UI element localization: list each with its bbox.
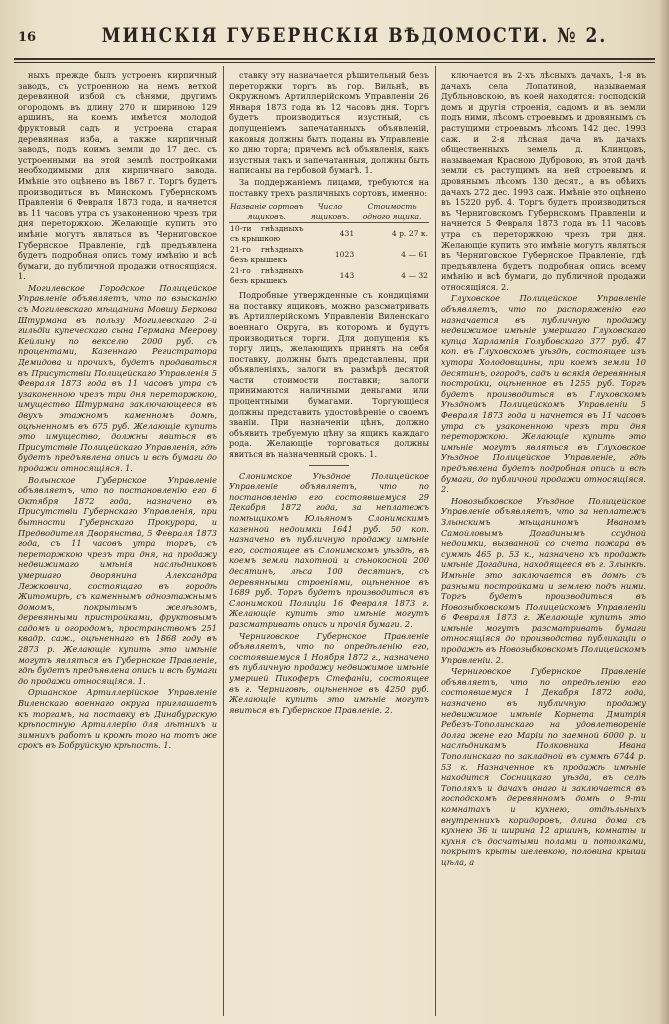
table-cell: 21-го гнѣздныхъ безъ крышекъ [230,245,304,264]
announcement-paragraph: Волынское Губернское Управленіе объявляетъ, что по постановленію его 6 Октября 1872 года, назначено въ Присутствіи Губернскаго Управленія, при бытности Губернскаго Прокурора, и Предводителя Дворянства, 5 Февраля 1873 года, съ 11 часовъ утра торгъ, съ переторжкою чрезъ три дня, на продажу недвижимаго имѣнія наслѣдниковъ умершаго дворянина Александра Лежковича, состоящаго въ городѣ Житомирѣ, съ каменнымъ одноэтажнымъ домомъ, покрытымъ желѣзомъ, деревянными пристройками, фруктовымъ садомъ и огородомъ, пространствомъ 251 квадр. саж., оцѣненнаго въ 1868 году въ 2873 р. Желающіе купить это имѣніе могутъ являться въ Губернское Правленіе, гдѣ будетъ предъявлена опись и всѣ бумаги до продажи относящіяся. 1. [18,474,217,686]
table-row [229,244,429,265]
column-divider [435,66,436,1016]
table-cell: 4 р. 27 к. [391,228,428,238]
column-2 [229,70,429,1018]
header-rule-thick [14,58,655,60]
newspaper-title: МИНСКІЯ ГУБЕРНСКІЯ ВѢДОМОСТИ. № 2. [101,24,608,48]
announcement-paragraph: Могилевское Городское Полицейское Управленіе объявляетъ, что по взысканію съ Могилевскаго мѣщанина Мовшу Беркова Штурмана въ пользу Могилевскаго 2-й гильдіи купеческаго сына Германа Меерову Кейлину по векселю 2000 руб. съ процентами, Казеннаго Регистратора Демидова и прочихъ, будетъ продаваться въ Присутствіи Полицейскаго Управленія 5 Февраля 1873 года въ 11 часовъ утра съ узаконенною чрезъ три дня переторжкою, имущество Штурмана заключающееся въ двухъ этажномъ каменномъ домѣ, оцѣненномъ въ 675 руб. Желающіе купить это имущество, должны явиться въ Присутствіе Полицейскаго Управленія, гдѣ будетъ предъявлена опись и всѣ бумаги до продажи относящіяся. 1. [18,282,217,473]
text-paragraph: ныхъ прежде былъ устроенъ кирпичный заводъ, съ устроенною на немъ ветхой деревянной избой съ сѣнями, другимъ огородомъ въ длину 270 и шириною 129 аршинъ, на коемъ имѣется молодой фруктовый садъ и устроена старая деревянная изба, а также кирпичный заводъ, подъ коимъ земли до 17 дес. съ устроенными на этой землѣ постройками необходимыми для кирпичнаго завода. Имѣніе это оцѣнено въ 1867 г. Торгъ будетъ производиться въ Минскомъ Губернскомъ Правленіи 6 Февраля 1873 года, и начнется въ 11 часовъ утра съ узаконенною чрезъ три дня переторжкою. Желающіе купить это имѣніе могутъ являться въ Черниговское Губернское Правленіе, гдѣ предъявлена будетъ подробная опись тому имѣнію и всѣ бумаги, до публичной продажи относящіяся. 1. [18,70,217,282]
table-cell: 431 [339,228,355,238]
table-cell: 1023 [334,249,355,259]
column-1 [18,70,217,1018]
text-paragraph: За поддержаніемъ лицами, требуются на поставку трехъ различныхъ сортовъ, именно: [229,176,429,198]
price-table [229,201,429,286]
text-paragraph: Подробные утвержденные съ кондиціями на поставку ящиковъ, можно разсматривать въ Артиллерійскомъ Управленіи Виленскаго военнаго Округа, въ которомъ и будутъ производиться торги. Для допущенія къ торгу лицъ, желающихъ принять на себя поставку, должны быть представлены, при объявленіяхъ, залоги въ размѣрѣ десятой части стоимости поставки; залоги принимаются наличными деньгами или процентными бумагами. Торгующіеся должны представить удостовѣреніе о своемъ званіи. При назначеніи цѣнъ, должно объявить требуемую цѣну за ящикъ каждаго рода. Желающіе торговаться должны явиться въ назначенный срокъ. 1. [229,290,429,460]
table-cell: 143 [339,270,355,280]
announcement-paragraph: Черниговское Губернское Правленіе объявляетъ, что по опредѣленію его, состоявшемуся 1 Ноября 1872 г., назначено въ публичную продажу недвижимое имѣніе умершей Пикоферъ Стефаніи, состоящее въ г. Черниговѣ, оцѣненное въ 4250 руб. Желающіе купить это имѣніе могутъ явиться въ Губернское Правленіе. 2. [229,630,429,715]
column-divider [223,66,224,1016]
table-header-cell: Названіе сортовъ ящиковъ. [230,202,304,221]
section-separator [309,465,349,466]
column-3 [441,70,646,1018]
announcement-paragraph: Оршанское Артиллерійское Управленіе Виленскаго военнаго округа приглашаетъ къ торгамъ, на поставку въ Динабургскую крѣпостную Артиллерію для лѣтнихъ и зимнихъ работъ и кромѣ того на тотъ же срокъ въ Бобруйскую крѣпость. 1. [18,687,217,751]
table-cell: 21-го гнѣздныхъ безъ крышекъ [230,266,304,285]
text-paragraph: ставку эту назначается рѣшительный безъ переторжки торгъ въ гор. Вильнѣ, въ Окружномъ Артиллерійскомъ Управленіи 26 Января 1873 года въ 12 часовъ дня. Торгъ будетъ производиться изустный, съ допущеніемъ запечатанныхъ объявленій, каковыя должны быть поданы въ Управленіе ко дню торга; причемъ всѣ объявленія, какъ изустныя такъ и запечатанныя, должны быть написаны на гербовой бумагѣ. 1. [229,70,429,176]
table-row [229,223,429,245]
text-paragraph: ключается въ 2-хъ лѣсныхъ дачахъ, 1-я въ дачахъ села Лопатиной, называемая Дубльновскою, въ коей находятся: господскій домъ и другія строенія, садомъ и въ земли подъ ними, лѣсомъ строевымъ и дровянымъ съ растущими строевымъ лѣсомъ 142 дес. 1993 саж. и 2-я лѣсная дача въ дачахъ общественныхъ земель д. Клинцовъ, называемая Красною Дубровою, въ этой дачѣ земли съ растущимъ на ней строевымъ и дровянымъ лѣсомъ 130 десят., а въ обѣихъ дачахъ 272 дес. 1993 саж. Имѣніе это оцѣнено въ 15220 руб. 4. Торгъ будетъ производиться въ Черниговскомъ Губернскомъ Правленіи и начнется 5 Февраля 1873 года въ 11 часовъ утра съ переторжкою чрезъ три дня. Желающіе купить это имѣніе могутъ являться въ Черниговское Губернское Правленіе, гдѣ предъявлена будетъ подробная опись всему имѣнію и всѣ бумаги, до публичной продажи относящіяся. 2. [441,70,646,292]
announcement-paragraph: Новозыбковское Уѣздное Полицейское Управленіе объявляетъ, что за неплатежъ Злынскимъ мѣщаниномъ Иваномъ Самойловымъ Догадинымъ ссудной недоимки, вызванной со счета пожара въ суммѣ 465 р. 53 к., назначено къ продажѣ имѣніе Догадина, находящееся въ г. Злынкѣ. Имѣніе это заключается въ домѣ съ разными постройками и землею подъ ними. Торгъ будетъ производиться въ Новозыбковскомъ Полицейскомъ Управленіи 6 Февраля 1873 г. Желающіе купить это имѣніе могутъ разсматривать бумаги относящіяся до производства публикаціи о продажѣ въ Новозыбковскомъ Полицейскомъ Управленіи. 2. [441,495,646,665]
table-row [229,265,429,286]
page-header [18,26,651,52]
page-edge-shadow [659,0,669,1024]
page-number: 16 [18,30,37,45]
announcement-paragraph: Слонимское Уѣздное Полицейское Управленіе объявляетъ, что по постановленію его состоявшемуся 29 Декабря 1872 года, за неплатежъ помѣщикомъ Юльяномъ Слонимскимъ казенной недоимки 1641 руб. 50 коп. назначено въ публичную продажу имѣніе его, состоящее въ Слонимскомъ уѣздѣ, въ коемъ земли пахотной и сѣнокосной 200 десятинъ, лѣса 100 десятинъ, съ деревянными строеніями, оцѣненное въ 1689 руб. Торгъ будетъ производиться въ Слонимской Полиціи 16 Февраля 1873 г. Желающіе купить это имѣніе могутъ разсматривать опись и прочія бумаги. 2. [229,470,429,629]
table-cell: 10-ти гнѣздныхъ съ крышкою [230,224,304,243]
table-header-cell: Число ящиковъ. [305,201,356,223]
table-cell: 4 — 32 [401,270,428,280]
table-header-cell: Стоимость одного ящика. [355,201,429,223]
header-rule-thin [14,62,655,63]
announcement-paragraph: Глуховское Полицейское Управленіе объявляетъ, что по распоряженію его назначается въ публичную продажу недвижимое имѣніе умершаго Глуховскаго купца Харлампія Голубовскаго 377 руб. 47 коп. въ Глуховскомъ уѣздѣ, состоящее изъ хутора Холодовщины, при коемъ земли 10 десятинъ, огородъ, садъ и всякія деревянныя постройки, оцѣненное въ 1255 руб. Торгъ будетъ производиться въ Глуховскомъ Уѣздномъ Полицейскомъ Управленіи 5 Февраля 1873 года и начнется въ 11 часовъ утра съ узаконенною чрезъ три дня переторжкою. Желающіе купить это имѣніе могутъ являться въ Глуховское Уѣздное Полицейское Управленіе, гдѣ предъявлена будетъ подробная опись и всѣ бумаги, до публичной продажи относящіяся. 2. [441,293,646,495]
announcement-paragraph: Черниговское Губернское Правленіе объявляетъ, что по опредѣленію его состоявшемуся 1 Декабря 1872 года, назначено въ публичную продажу недвижимое имѣніе Корнета Дмитрія Ребезъ-Тополинскаго на удовлетвореніе долга жене его Маріи по заемной 6000 р. и наслѣдникамъ Полковника Ивана Тополинскаго по закладной въ суммѣ 6744 р. 53 к. Назначенное къ продажѣ имѣніе находится Сосницкаго уѣзда, въ селѣ Тополяхъ и дачахъ онаго и заключается въ господскомъ деревянномъ домѣ о 9-ти комнатахъ и кухнею, отдѣльныхъ внутреннихъ коридоровъ, длина дома съ кухнею 36 и ширина 12 аршинъ, комнаты и кухня съ досчатыми полами и потолками, покрытъ крыты шелевкою, половина крыши цѣла, а [441,666,646,867]
table-cell: 4 — 61 [401,249,428,259]
